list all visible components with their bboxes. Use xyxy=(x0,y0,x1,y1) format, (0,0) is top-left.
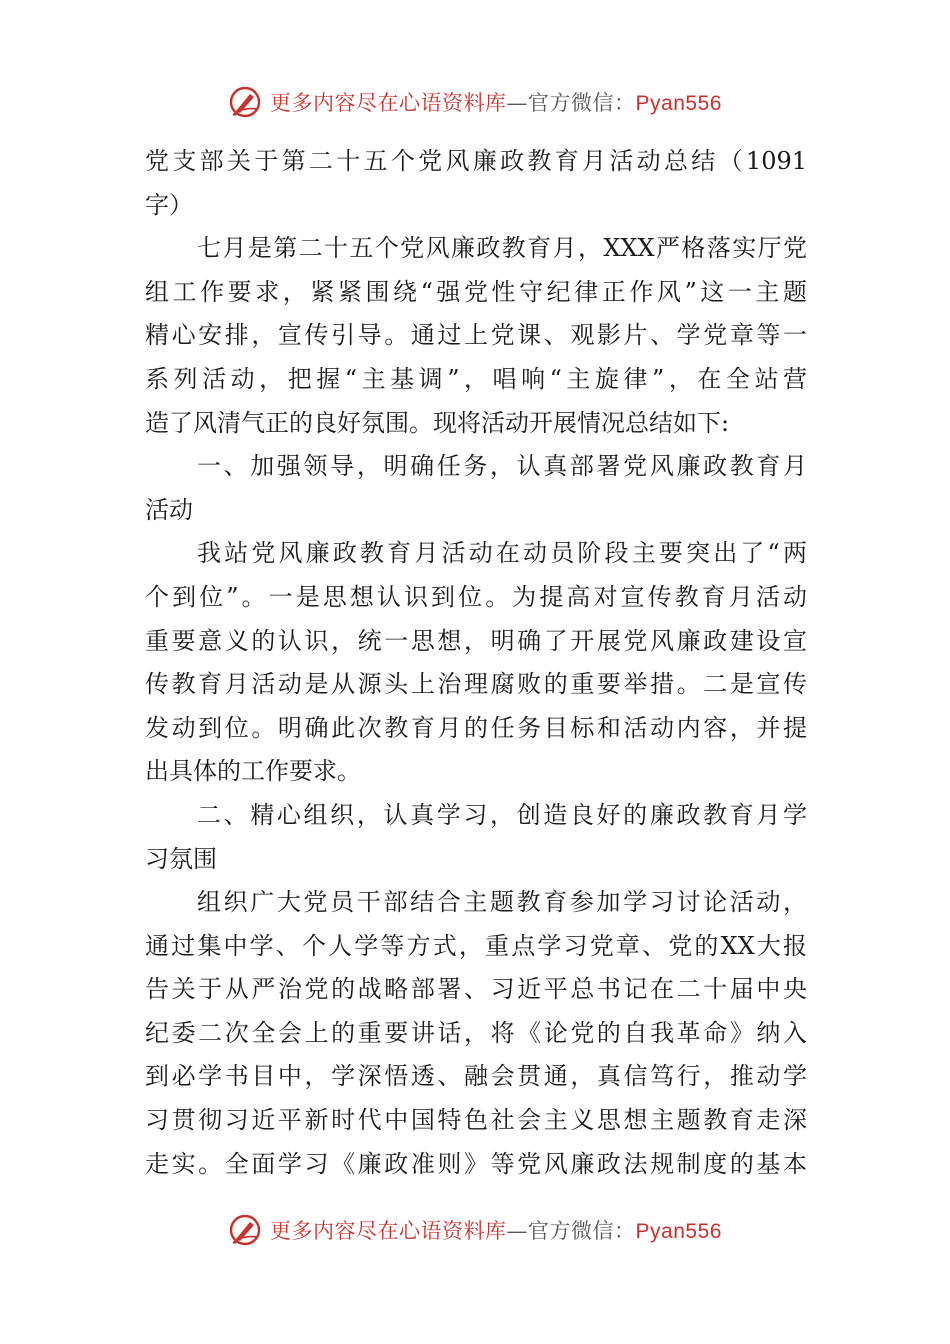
section-heading-line: 一、加强领导，明确任务，认真部署党风廉政教育月 xyxy=(197,452,807,481)
paragraph-line: 出具体的工作要求。 xyxy=(145,757,361,786)
header-watermark xyxy=(0,82,950,122)
section-heading-line: 习氛围 xyxy=(145,844,217,873)
paragraph-line: 通过集中学、个人学等方式，重点学习党章、党的XX大报 xyxy=(145,931,807,960)
paragraph-line: 系列活动，把握“主基调”，唱响“主旋律”，在全站营 xyxy=(145,364,807,393)
watermark-text: 更多内容尽在心语资料库—官方微信：Pyan556 xyxy=(270,91,722,115)
paragraph-line: 造了风清气正的良好氛围。现将活动开展情况总结如下: xyxy=(145,408,730,437)
watermark-text: 更多内容尽在心语资料库—官方微信：Pyan556 xyxy=(270,1219,722,1243)
paragraph-line: 发动到位。明确此次教育月的任务目标和活动内容，并提 xyxy=(145,713,807,742)
paragraph-line: 七月是第二十五个党风廉政教育月，XXX严格落实厅党 xyxy=(197,234,807,263)
paragraph-line: 到必学书目中，学深悟透、融会贯通，真信笃行，推动学 xyxy=(145,1062,807,1091)
document-body xyxy=(145,140,807,1186)
paragraph-line: 传教育月活动是从源头上治理腐败的重要举措。二是宣传 xyxy=(145,670,807,699)
paragraph-line: 告关于从严治党的战略部署、习近平总书记在二十届中央 xyxy=(145,975,807,1004)
document-title-line: 字） xyxy=(145,190,193,219)
section-heading-line: 二、精心组织，认真学习，创造良好的廉政教育月学 xyxy=(197,800,807,829)
paragraph-line: 组工作要求，紧紧围绕“强党性守纪律正作风”这一主题 xyxy=(145,277,807,306)
section-heading-line: 活动 xyxy=(145,495,193,524)
paragraph-line: 走实。全面学习《廉政准则》等党风廉政法规制度的基本 xyxy=(145,1149,807,1178)
pen-circle-icon xyxy=(228,1213,262,1247)
paragraph-line: 重要意义的认识，统一思想，明确了开展党风廉政建设宣 xyxy=(145,626,807,655)
paragraph-line: 个到位”。一是思想认识到位。为提高对宣传教育月活动 xyxy=(145,582,807,611)
paragraph-line: 组织广大党员干部结合主题教育参加学习讨论活动， xyxy=(197,888,807,917)
paragraph-line: 纪委二次全会上的重要讲话，将《论党的自我革命》纳入 xyxy=(145,1018,807,1047)
paragraph-line: 精心安排，宣传引导。通过上党课、观影片、学党章等一 xyxy=(145,321,807,350)
pen-circle-icon xyxy=(228,85,262,119)
paragraph-line: 习贯彻习近平新时代中国特色社会主义思想主题教育走深 xyxy=(145,1106,807,1135)
paragraph-line: 我站党风廉政教育月活动在动员阶段主要突出了“两 xyxy=(197,539,807,568)
footer-watermark xyxy=(0,1210,950,1250)
document-title-line: 党支部关于第二十五个党风廉政教育月活动总结（1091 xyxy=(145,147,807,175)
